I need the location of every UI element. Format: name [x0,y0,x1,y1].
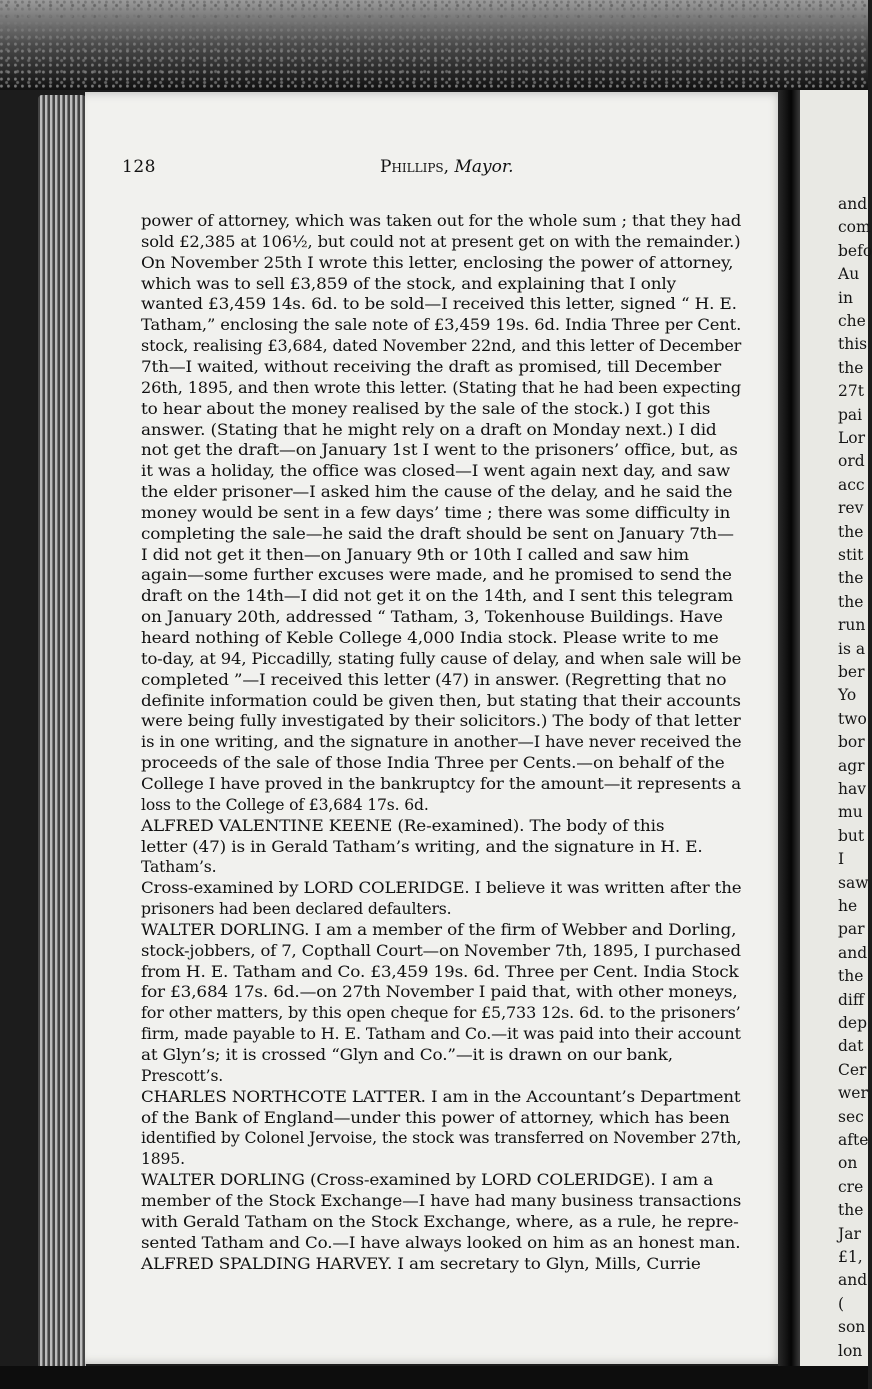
text-line: completed ”—I received this letter (47) in answer. (Regretting that no [141,670,727,689]
facing-page-line: bor [838,733,865,752]
facing-page-line: he [838,897,858,915]
facing-page-line: Lor [838,429,866,447]
text-line: WALTER DORLING. I am a member of the firm of Webber and Dorling, [141,920,737,939]
facing-page-line: 27t [838,382,864,401]
text-line: were being fully investigated by their solicitors.) The body of that letter [141,712,741,731]
facing-page-line: son [838,1318,866,1337]
page-number: 128 [122,157,156,177]
scan-background-bottom [0,1366,868,1389]
facing-page-line: che [838,312,866,330]
text-line: stock-jobbers, of 7, Copthall Court—on November 7th, 1895, I purchased [141,941,741,960]
text-line: money would be sent in a few days’ time ; there was some difficulty in [141,503,731,522]
text-line: proceeds of the sale of those India Three per Cents.—on behalf of the [141,754,725,773]
facing-page-line: par [838,920,865,939]
text-line: Prescott’s. [141,1066,224,1085]
text-line: not get the draft—on January 1st I went to the prisoners’ office, but, as [141,441,738,460]
facing-page-line: the [838,522,864,541]
running-head-title: Mayor. [454,157,514,177]
text-line: to-day, at 94, Piccadilly, stating fully cause of delay, and when sale will be [141,649,742,668]
text-line: 26th, 1895, and then wrote this letter. (Stating that he had been expecting [141,378,742,397]
running-head [380,157,513,177]
text-line: again—some further excuses were made, and he promised to send the [141,566,732,585]
facing-page-line: and [838,1271,868,1290]
facing-page-line: ber [838,663,865,681]
facing-page-line: dat [838,1037,864,1056]
facing-page-line: dep [838,1014,868,1032]
text-line: on January 20th, addressed “ Tatham, 3, Tokenhouse Buildings. Have [141,608,723,627]
text-line: to hear about the money realised by the sale of the stock.) I got this [141,399,711,418]
text-line: member of the Stock Exchange—I have had many business transactions [141,1191,742,1210]
facing-page-line: afte [838,1131,869,1149]
facing-page-line: the [838,358,864,377]
text-line: College I have proved in the bankruptcy for the amount—it represents a [141,774,741,793]
facing-page-line: Jar [838,1224,861,1243]
facing-page-line: the [838,569,864,588]
text-line: power of attorney, which was taken out for the whole sum ; that they had [141,212,742,230]
text-line: at Glyn’s; it is crossed “Glyn and Co.”—it is drawn on our bank, [141,1046,673,1064]
facing-page-line: Yo [838,686,857,705]
facing-page-line: lon [838,1341,863,1360]
text-line: prisoners had been declared defaulters. [141,900,452,919]
text-line: stock, realising £3,684, dated November 22nd, and this letter of December [141,337,742,356]
text-line: WALTER DORLING (Cross-examined by LORD COLERIDGE). I am a [141,1171,714,1190]
text-line: heard nothing of Keble College 4,000 India stock. Please write to me [141,629,719,647]
facing-page-line: I [838,850,845,869]
facing-page-line: com [838,218,871,237]
facing-page-line: hav [838,780,866,798]
text-line: the elder prisoner—I asked him the cause of the delay, and he said the [141,483,733,502]
text-line: ALFRED VALENTINE KEENE (Re-examined). The body of this [141,816,665,835]
text-line: completing the sale—he said the draft should be sent on January 7th— [141,524,734,543]
facing-page-line: wer [838,1084,868,1103]
text-line: from H. E. Tatham and Co. £3,459 19s. 6d. Three per Cent. India Stock [141,962,739,981]
facing-page-line: cre [838,1177,864,1196]
text-line: it was a holiday, the office was closed—I went again next day, and saw [141,462,731,481]
facing-page-line: £1, [838,1248,863,1266]
text-line: On November 25th I wrote this letter, enclosing the power of attorney, [141,253,734,272]
facing-page-line: this [838,335,868,354]
facing-page-line: rev [838,499,864,518]
text-line: definite information could be given then, but stating that their accounts [141,691,741,710]
text-line: I did not get it then—on January 9th or 10th I called and saw him [141,545,689,564]
text-line: CHARLES NORTHCOTE LATTER. I am in the Accountant’s Department [141,1087,741,1106]
facing-page-line: on [838,1154,858,1173]
text-line: Cross-examined by LORD COLERIDGE. I believe it was written after the [141,879,742,898]
facing-page-line: agr [838,756,865,775]
text-line: with Gerald Tatham on the Stock Exchange, where, as a rule, he repre- [141,1212,739,1231]
text-line: sented Tatham and Co.—I have always looked on him as an honest man. [141,1233,741,1252]
facing-page-fragment [800,90,872,1370]
facing-page-line: ( [838,1294,845,1313]
facing-page-line: in [838,288,853,307]
facing-page-line: stit [838,546,864,564]
text-line: firm, made payable to H. E. Tatham and Co.—it was paid into their account [141,1025,741,1044]
text-line: of the Bank of England—under this power of attorney, which has been [141,1108,730,1127]
text-line: which was to sell £3,859 of the stock, and explaining that I only [141,274,677,293]
text-line: loss to the College of £3,684 17s. 6d. [141,795,429,814]
text-line: 1895. [141,1150,185,1169]
text-line: for £3,684 17s. 6d.—on 27th November I paid that, with other moneys, [141,983,738,1002]
text-line: identified by Colonel Jervoise, the stock was transferred on November 27th, [141,1129,742,1148]
book-page-edges [38,95,86,1370]
text-line: letter (47) is in Gerald Tatham’s writing, and the signature in H. E. [141,837,703,856]
facing-page-line: pai [838,405,863,424]
text-line: answer. (Stating that he might rely on a draft on Monday next.) I did [141,420,717,439]
text-line: 7th—I waited, without receiving the draft as promised, till December [141,357,721,376]
facing-page-line: befo [838,241,872,260]
facing-page-line: Cer [838,1060,867,1079]
facing-page-line: sec [838,1107,864,1126]
text-line: sold £2,385 at 106½, but could not at present get on with the remainder.) [141,232,741,251]
facing-page-line: but [838,826,865,845]
text-line: Tatham’s. [141,858,217,877]
facing-page-line: saw [838,873,869,892]
facing-page-line: the [838,1201,864,1220]
facing-page-line: the [838,592,864,611]
facing-page-line: run [838,616,866,635]
facing-page-line: diff [838,990,864,1009]
facing-page-line: acc [838,475,865,494]
facing-page-line: is a [838,639,866,658]
facing-page-line: the [838,967,864,986]
text-line: for other matters, by this open cheque for £5,733 12s. 6d. to the prisoners’ [141,1004,741,1023]
book-gutter [778,90,800,1370]
facing-page-line: and [838,195,868,213]
text-line: Tatham,” enclosing the sale note of £3,459 19s. 6d. India Three per Cent. [141,316,742,335]
facing-page-line: mu [838,803,863,822]
scan-background-top [0,0,868,90]
text-line: ALFRED SPALDING HARVEY. I am secretary to Glyn, Mills, Currie [141,1254,701,1273]
text-line: draft on the 14th—I did not get it on the 14th, and I sent this telegram [141,587,734,606]
facing-page-line: Au [838,265,860,284]
facing-page-line: ord [838,452,865,471]
text-line: is in one writing, and the signature in another—I have never received the [141,733,742,752]
facing-page-line: two [838,709,867,728]
text-line: wanted £3,459 14s. 6d. to be sold—I received this letter, signed “ H. E. [141,295,737,314]
page-header [122,157,762,183]
running-head-author: Phillips, [380,157,450,177]
facing-page-line: and [838,943,868,962]
